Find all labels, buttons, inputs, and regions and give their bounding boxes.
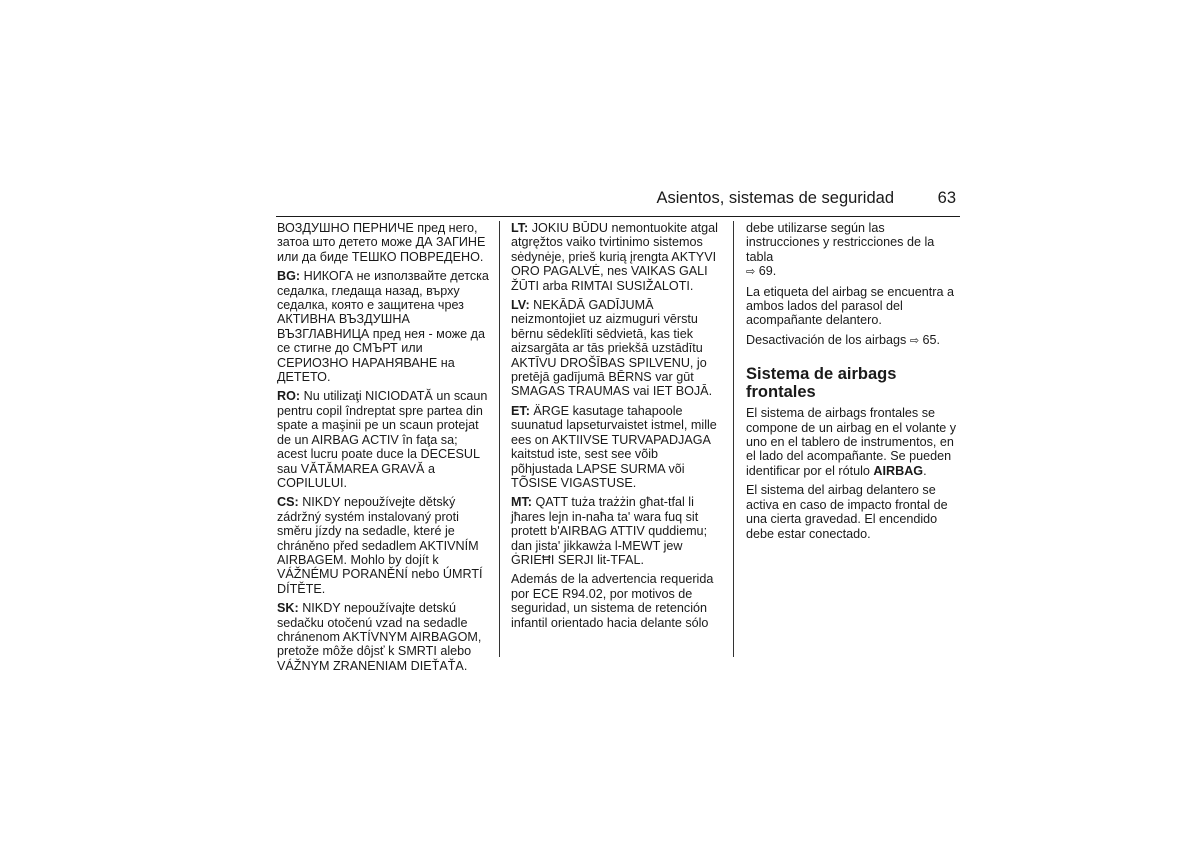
section-heading: Sistema de airbags frontales xyxy=(746,365,897,402)
warning-text: ÄRGE kasutage tahapoole suunatud lapseturvaistet istmel, mille ees on AKTIIVSE TURVAPADJAGA kaitstud iste, sest see võib põhjustada LAPSE SURMA või TÕSISE VIGASTUSE. xyxy=(511,403,717,490)
warning-text: Nu utilizaţi NICIODATĂ un scaun pentru copil îndreptat spre partea din spate a maşinii pe un scaun protejat de un AIRBAG ACTIV în faţa sa; acest lucru poate duce la DECESUL sau VĂTĂMAREA GRAVĂ a COPILULUI. xyxy=(277,389,488,490)
page-reference-link[interactable]: 69. xyxy=(758,264,777,279)
paragraph-cs xyxy=(277,495,491,596)
paragraph-text: debe utilizarse según las instrucciones y restricciones de la tabla xyxy=(746,221,935,264)
reference-arrow-icon: ⇨ xyxy=(746,266,756,279)
language-code: CS: xyxy=(277,495,299,510)
paragraph-text: Desactivación de los airbags xyxy=(746,332,907,347)
paragraph xyxy=(746,406,958,478)
page-number: 63 xyxy=(937,189,956,207)
paragraph-sk xyxy=(277,601,491,673)
text-column-1 xyxy=(277,221,491,678)
language-code: LV: xyxy=(511,298,530,313)
reference-arrow-icon: ⇨ xyxy=(909,334,920,347)
warning-text: JOKIU BŪDU nemontuokite atgal atgręžtos vaiko tvirtinimo sistemos sėdynėje, prieš kurią įrengta AKTYVI ORO PAGALVĖ, nes VAIKAS GALI ŽŪTI arba RIMTAI SUSIŽALOTI. xyxy=(511,221,718,293)
column-divider xyxy=(733,221,734,657)
warning-text: НИКОГА не използвайте детска седалка, гледаща назад, върху седалка, която е защитена чрез АКТИВНА ВЪЗДУШНА ВЪЗГЛАВНИЦА пред нея - може да се стигне до СМЪРТ или СЕРИОЗНО НАРАНЯВАНЕ на ДЕТЕТО. xyxy=(277,269,489,385)
paragraph: La etiqueta del airbag se encuentra a ambos lados del parasol del acompañante delantero. xyxy=(746,284,954,328)
paragraph-text: El sistema de airbags frontales se compone de un airbag en el volante y uno en el tablero de instrumentos, en el lado del acompañante. Se pueden identificar por el rótulo xyxy=(746,406,957,478)
paragraph: ВОЗДУШНО ПЕРНИЧЕ пред него, затоа што детето може ДА ЗАГИНЕ или да биде ТЕШКО ПОВРЕДЕНО. xyxy=(277,221,486,264)
punctuation: . xyxy=(923,463,927,478)
paragraph-et xyxy=(511,404,723,490)
page-reference-link[interactable]: 65. xyxy=(922,332,941,347)
warning-text: QATT tuża trażżin għat-tfal li jħares lejn in-naħa ta' wara fuq sit protett b'AIRBAG ATTIV quddiemu; dan jista' jikkawża l-MEWT jew ĠRIEĦI SERJI lit-TFAL. xyxy=(511,495,708,567)
paragraph: El sistema del airbag delantero se activa en caso de impacto frontal de una cierta gravedad. El encendido debe estar conectado. xyxy=(746,483,948,541)
warning-text: NEKĀDĀ GADĪJUMĀ neizmontojiet uz aizmuguri vērstu bērnu sēdeklīti sēdvietā, kas tiek aizsargāta ar tās priekšā uzstādītu AKTĪVU DROŠĪBAS SPILVENU, jo pretējā gadījumā BĒRNS var gūt SMAGAS TRAUMAS vai IET BOJĀ. xyxy=(511,298,713,399)
label-term: AIRBAG xyxy=(873,463,924,478)
language-code: SK: xyxy=(277,601,299,616)
paragraph xyxy=(746,333,958,348)
language-code: MT: xyxy=(511,495,532,510)
text-column-3 xyxy=(746,221,958,546)
column-divider xyxy=(499,221,500,657)
text-column-2 xyxy=(511,221,723,635)
page-header xyxy=(276,186,960,217)
warning-text: NIKDY nepoužívejte dětský zádržný systém instalovaný proti směru jízdy na sedadle, které je chráněno před sedadlem AKTIVNÍM AIRBAGEM. Mohlo by dojít k VÁŽNÉMU PORANĚNÍ nebo ÚMRTÍ DÍTĚTE. xyxy=(277,495,483,596)
paragraph-bg xyxy=(277,269,491,384)
warning-text: NIKDY nepoužívajte detskú sedačku otočenú vzad na sedadle chránenom AKTÍVNYM AIRBAGOM, pretože môže dôjsť k SMRTI alebo VÁŽNYM ZRANENIAM DIEŤAŤA. xyxy=(277,601,482,673)
language-code: RO: xyxy=(277,389,301,404)
paragraph-lt xyxy=(511,221,723,293)
paragraph-lv xyxy=(511,298,723,399)
paragraph xyxy=(746,221,958,280)
paragraph-mt xyxy=(511,495,723,567)
language-code: ET: xyxy=(511,403,530,418)
paragraph-ro xyxy=(277,389,491,490)
paragraph: Además de la advertencia requerida por ECE R94.02, por motivos de seguridad, un sistema de retención infantil orientado hacia delante sólo xyxy=(511,572,714,630)
section-title: Asientos, sistemas de seguridad xyxy=(656,189,894,207)
language-code: LT: xyxy=(511,221,529,235)
language-code: BG: xyxy=(277,269,301,284)
